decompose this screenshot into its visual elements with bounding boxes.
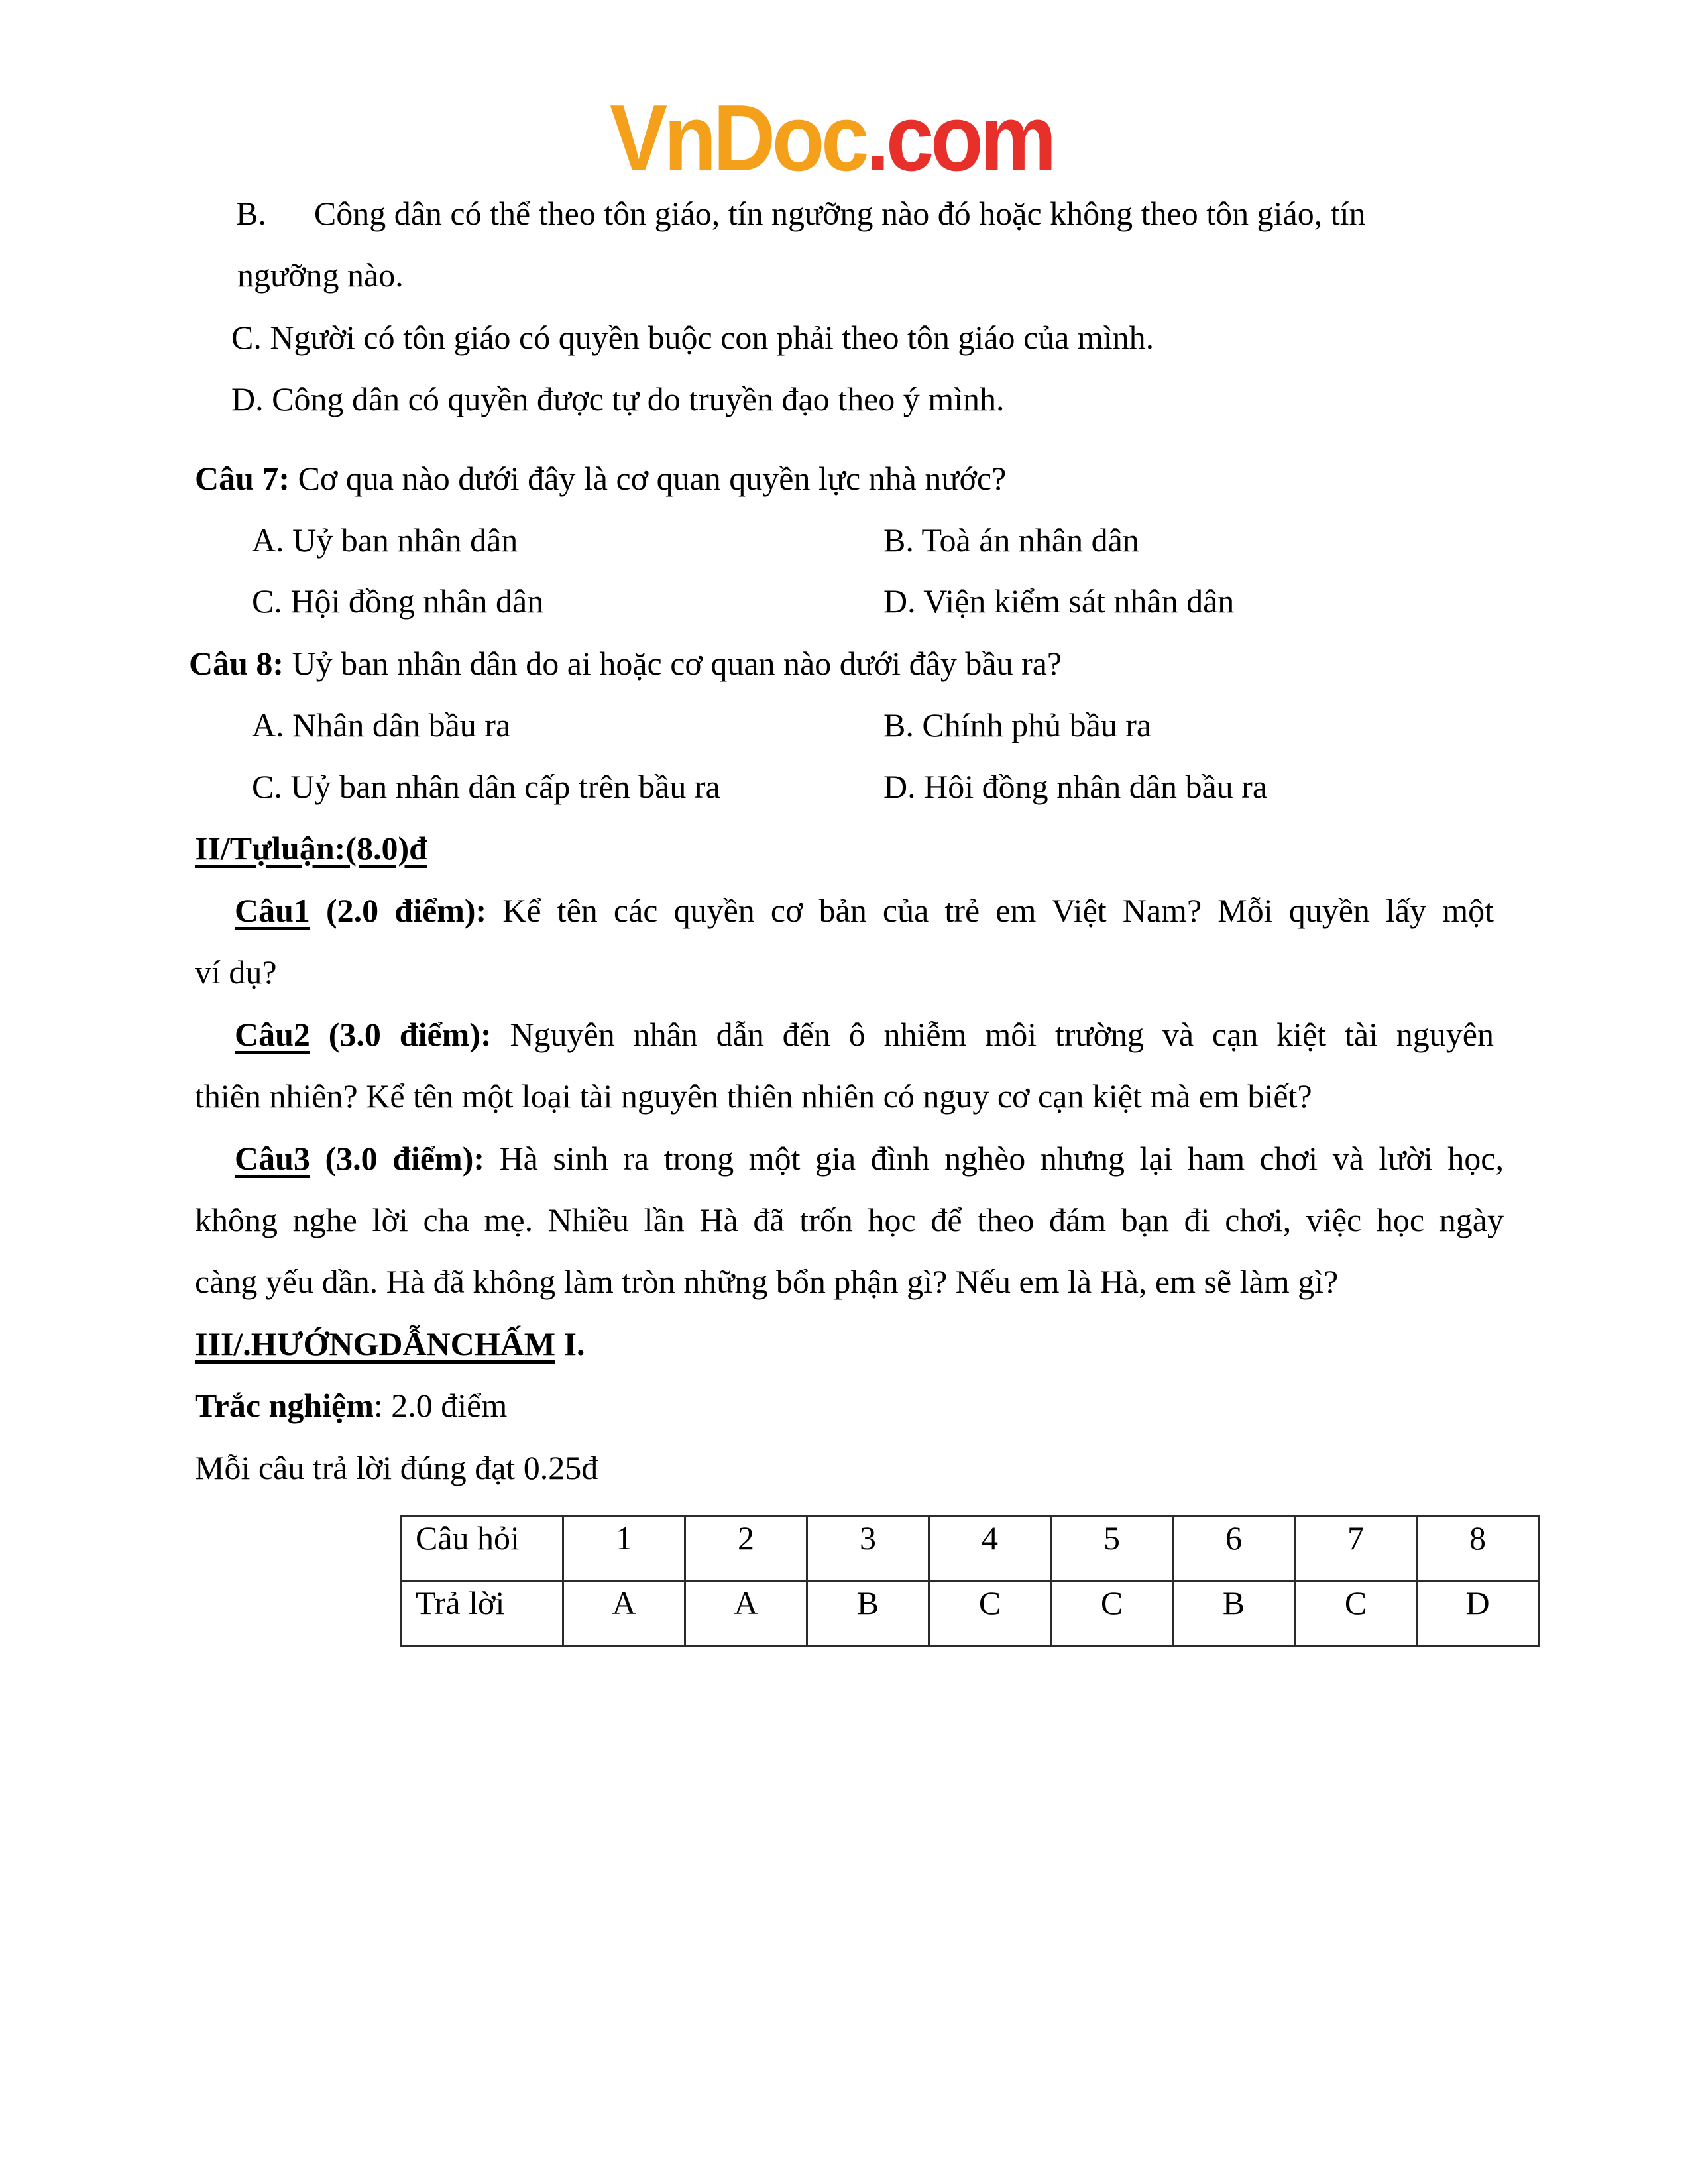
logo-secondary: .com xyxy=(866,85,1053,191)
q8-option-b: B. Chính phủ bầu ra xyxy=(883,706,1152,743)
q7-option-d: D. Viện kiểm sát nhân dân xyxy=(883,582,1235,620)
question-cell: 5 xyxy=(1051,1517,1173,1582)
answer-cell: B xyxy=(807,1582,929,1647)
q6-option-b-text: Công dân có thể theo tôn giáo, tín ngưỡng nào đó hoặc không theo tôn giáo, tín xyxy=(313,195,1366,232)
essay-q2-line2: thiên nhiên? Kể tên một loại tài nguyên thiên nhiên có nguy cơ cạn kiệt mà em biết? xyxy=(195,1077,1312,1115)
q8-option-d: D. Hôi đồng nhân dân bầu ra xyxy=(883,768,1268,805)
q7-label: Câu 7: xyxy=(195,460,290,497)
question-cell: 2 xyxy=(685,1517,807,1582)
question-cell: 6 xyxy=(1173,1517,1295,1582)
essay-q3-line1 xyxy=(235,1142,1504,1175)
mc-value: : 2.0 điểm xyxy=(373,1387,508,1424)
mc-score-line xyxy=(195,1389,507,1422)
q8-option-a: A. Nhân dân bầu ra xyxy=(252,706,511,743)
grading-title-underlined: III/.HƯỚNGDẪNCHẤM xyxy=(195,1325,555,1362)
mc-label: Trắc nghiệm xyxy=(195,1387,374,1424)
answer-cell: C xyxy=(1051,1582,1173,1647)
per-answer-score: Mỗi câu trả lời đúng đạt 0.25đ xyxy=(195,1449,598,1486)
q8-label: Câu 8: xyxy=(189,645,284,682)
q7-text: Cơ qua nào dưới đây là cơ quan quyền lực nhà nước? xyxy=(290,460,1007,497)
essay-q3-points: (3.0 điểm): xyxy=(310,1140,484,1177)
row-header-answers: Trả lời xyxy=(402,1582,563,1647)
q7-stem xyxy=(195,462,1006,495)
essay-q1-line2: ví dụ? xyxy=(195,954,277,991)
essay-q2-text: Nguyên nhân dẫn đến ô nhiễm môi trường và cạn kiệt tài nguyên xyxy=(491,1016,1494,1053)
table-row-answers xyxy=(402,1582,1539,1647)
row-header-questions: Câu hỏi xyxy=(402,1517,563,1582)
q6-option-b-label: B. xyxy=(236,195,266,232)
essay-q1-label: Câu1 xyxy=(235,892,310,929)
grading-title-suffix: I. xyxy=(555,1325,585,1362)
q6-option-b-line2: ngưỡng nào. xyxy=(237,256,404,294)
answer-cell: C xyxy=(1295,1582,1417,1647)
grading-section-title xyxy=(195,1327,585,1360)
answer-cell: C xyxy=(929,1582,1051,1647)
table-row-questions xyxy=(402,1517,1539,1582)
answer-key-table xyxy=(400,1515,1540,1647)
q8-stem xyxy=(189,647,1062,680)
question-cell: 3 xyxy=(807,1517,929,1582)
q6-option-c: C. Người có tôn giáo có quyền buộc con phải theo tôn giáo của mình. xyxy=(231,319,1155,356)
question-cell: 7 xyxy=(1295,1517,1417,1582)
answer-cell: D xyxy=(1417,1582,1539,1647)
essay-q2-label: Câu2 xyxy=(235,1016,310,1053)
answer-cell: B xyxy=(1173,1582,1295,1647)
essay-section-title: II/Tựluận:(8.0)đ xyxy=(195,830,427,867)
essay-q3-text: Hà sinh ra trong một gia đình nghèo nhưng lại ham chơi và lười học, xyxy=(484,1140,1504,1177)
q8-text: Uỷ ban nhân dân do ai hoặc cơ quan nào dưới đây bầu ra? xyxy=(284,645,1062,682)
answer-cell: A xyxy=(563,1582,685,1647)
question-cell: 8 xyxy=(1417,1517,1539,1582)
logo-primary: VnDoc xyxy=(610,85,866,191)
vndoc-logo xyxy=(610,85,1053,191)
q7-option-c: C. Hội đồng nhân dân xyxy=(252,582,544,620)
essay-q3-line3: càng yếu dần. Hà đã không làm tròn những bổn phận gì? Nếu em là Hà, em sẽ làm gì? xyxy=(195,1263,1339,1300)
q8-option-c: C. Uỷ ban nhân dân cấp trên bầu ra xyxy=(252,768,720,805)
q6-option-d: D. Công dân có quyền được tự do truyền đạo theo ý mình. xyxy=(231,380,1005,417)
essay-q2-points: (3.0 điểm): xyxy=(310,1016,492,1053)
answer-cell: A xyxy=(685,1582,807,1647)
essay-q1-text: Kể tên các quyền cơ bản của trẻ em Việt Nam? Mỗi quyền lấy một xyxy=(486,892,1494,929)
essay-q3-line2: không nghe lời cha mẹ. Nhiều lần Hà đã trốn học để theo đám bạn đi chơi, việc học ngày xyxy=(195,1201,1504,1238)
question-cell: 4 xyxy=(929,1517,1051,1582)
question-cell: 1 xyxy=(563,1517,685,1582)
q7-option-a: A. Uỷ ban nhân dân xyxy=(252,521,518,559)
essay-q3-label: Câu3 xyxy=(235,1140,310,1177)
q7-option-b: B. Toà án nhân dân xyxy=(883,521,1139,559)
essay-q1-points: (2.0 điểm): xyxy=(310,892,487,929)
q6-option-b-line1 xyxy=(236,197,1365,230)
essay-q1-line1 xyxy=(235,894,1494,927)
essay-q2-line1 xyxy=(235,1018,1494,1051)
